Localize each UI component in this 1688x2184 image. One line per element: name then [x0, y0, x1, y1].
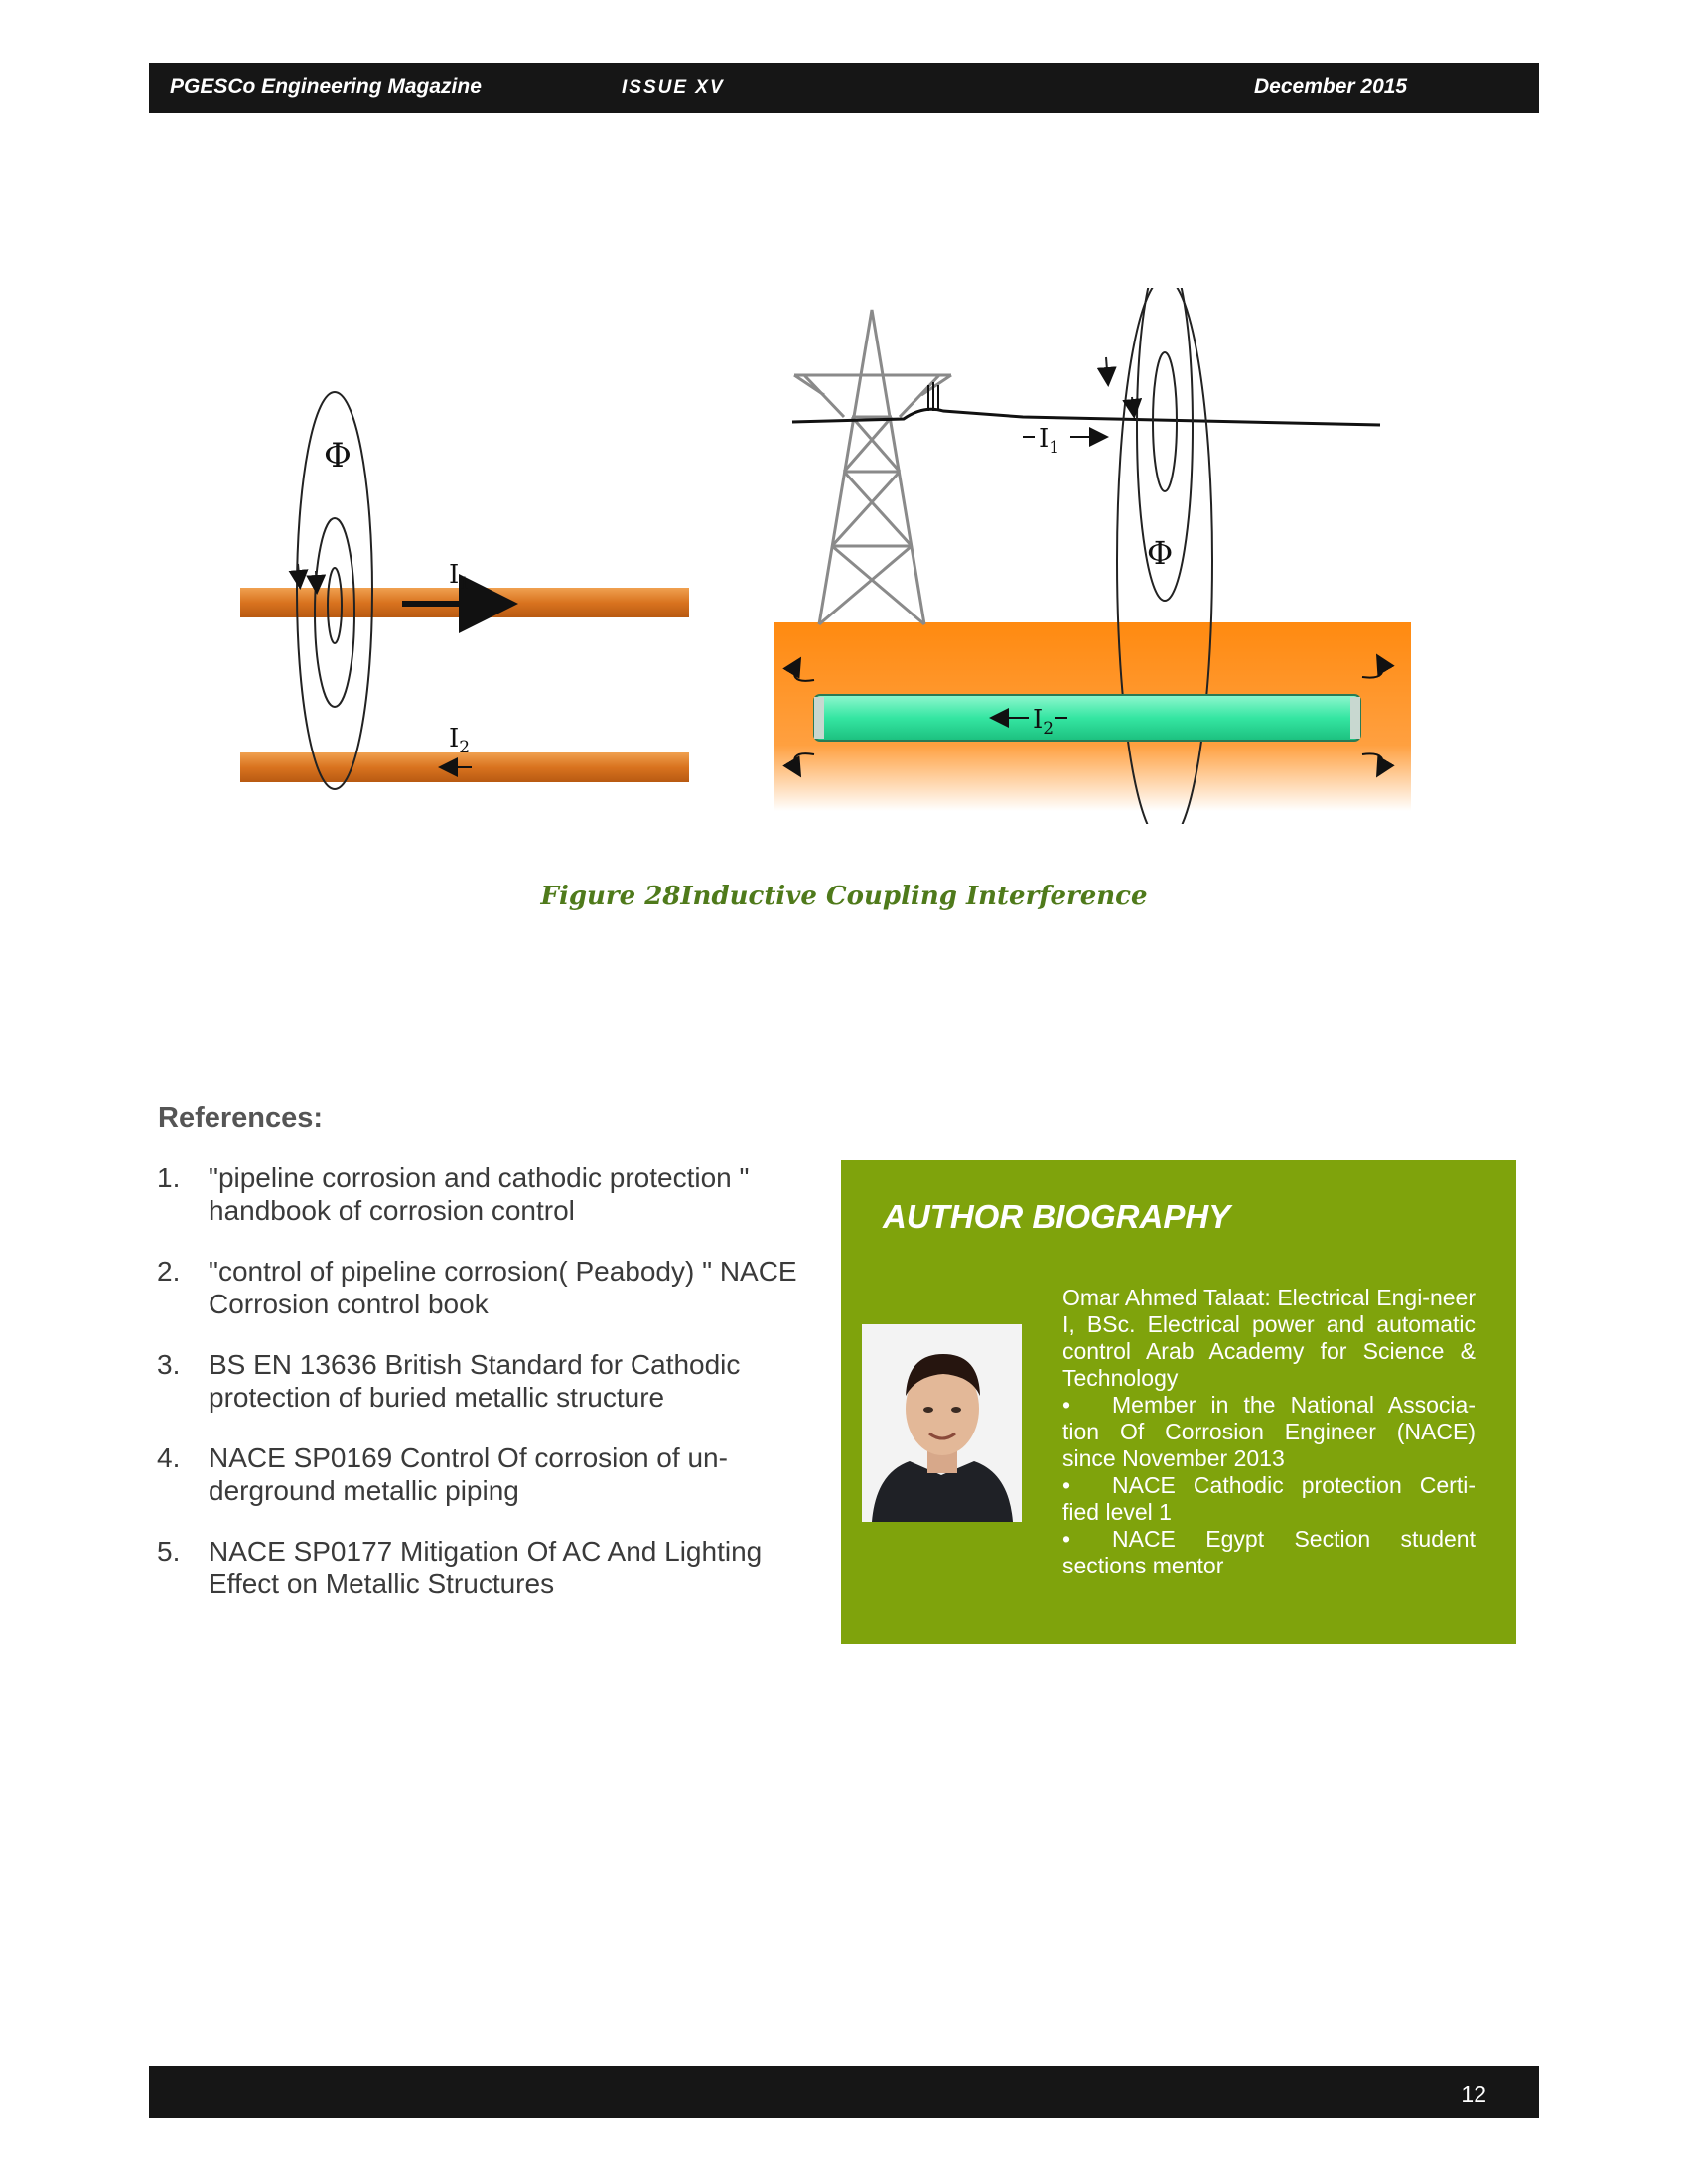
figure-illustration — [228, 288, 1420, 824]
reference-item — [157, 1255, 822, 1320]
reference-item — [157, 1348, 822, 1414]
figure-caption: Figure 28Inductive Coupling Interference — [540, 882, 1148, 911]
reference-number: 3. — [157, 1349, 181, 1380]
author-photo — [862, 1324, 1022, 1522]
reference-text: BS EN 13636 British Standard for Cathodic protection of buried metallic structure — [209, 1349, 741, 1413]
i1-label-right: $I_1$ — [1039, 424, 1060, 458]
references-list — [157, 1161, 822, 1628]
issue-label: ISSUE XV — [622, 77, 725, 98]
magazine-title: PGESCo Engineering Magazine — [170, 75, 482, 98]
reference-text: "control of pipeline corrosion( Peabody) " NACE Corrosion control book — [209, 1256, 797, 1319]
flux-loop-right-inner — [1153, 352, 1177, 491]
references-heading: References: — [158, 1102, 324, 1134]
bio-bullet — [1062, 1472, 1476, 1526]
bullet-text: NACE Egypt Section student sections mentor — [1062, 1526, 1476, 1578]
reference-item — [157, 1535, 822, 1600]
reference-number: 1. — [157, 1162, 181, 1193]
inductive-coupling-figure — [228, 288, 1420, 824]
issue-date: December 2015 — [1254, 75, 1408, 98]
page-number: 12 — [1461, 2081, 1486, 2107]
reference-number: 5. — [157, 1536, 181, 1567]
transmission-tower — [794, 310, 951, 624]
footer-bar — [149, 2066, 1539, 2118]
bullet-dot: • — [1062, 1526, 1071, 1552]
bullet-dot: • — [1062, 1392, 1071, 1418]
i2-label-left: $I_2$ — [449, 724, 471, 757]
reference-text: NACE SP0169 Control Of corrosion of un-derground metallic piping — [209, 1442, 728, 1506]
bio-text — [1062, 1285, 1476, 1579]
reference-item — [157, 1161, 822, 1227]
author-portrait — [862, 1324, 1022, 1522]
bio-bullet — [1062, 1392, 1476, 1472]
header-bar — [149, 63, 1539, 113]
reference-text: "pipeline corrosion and cathodic protection " handbook of corrosion control — [209, 1162, 750, 1226]
bullet-text: NACE Cathodic protection Certi-fied level 1 — [1062, 1472, 1476, 1525]
bio-bullet — [1062, 1526, 1476, 1579]
phi-label-left: Φ — [324, 436, 352, 476]
reference-item — [157, 1441, 822, 1507]
bio-heading: AUTHOR BIOGRAPHY — [883, 1198, 1231, 1235]
i1-label-left: $I_1$ — [449, 560, 471, 594]
reference-number: 4. — [157, 1442, 181, 1473]
reference-number: 2. — [157, 1256, 181, 1287]
buried-pipe — [814, 695, 1360, 741]
phi-label-right: Φ — [1147, 534, 1174, 572]
author-biography-box — [841, 1160, 1516, 1644]
bullet-text: Member in the National Associa-tion Of Corrosion Engineer (NACE) since November 2013 — [1062, 1392, 1476, 1471]
bullet-dot: • — [1062, 1472, 1071, 1498]
reference-text: NACE SP0177 Mitigation Of AC And Lighting Effect on Metallic Structures — [209, 1536, 763, 1599]
bio-intro: Omar Ahmed Talaat: Electrical Engi-neer I, BSc. Electrical power and automatic control Arab Academy for Science & Technology — [1062, 1285, 1476, 1391]
i2-label-right: $I_2$ — [1033, 705, 1055, 739]
